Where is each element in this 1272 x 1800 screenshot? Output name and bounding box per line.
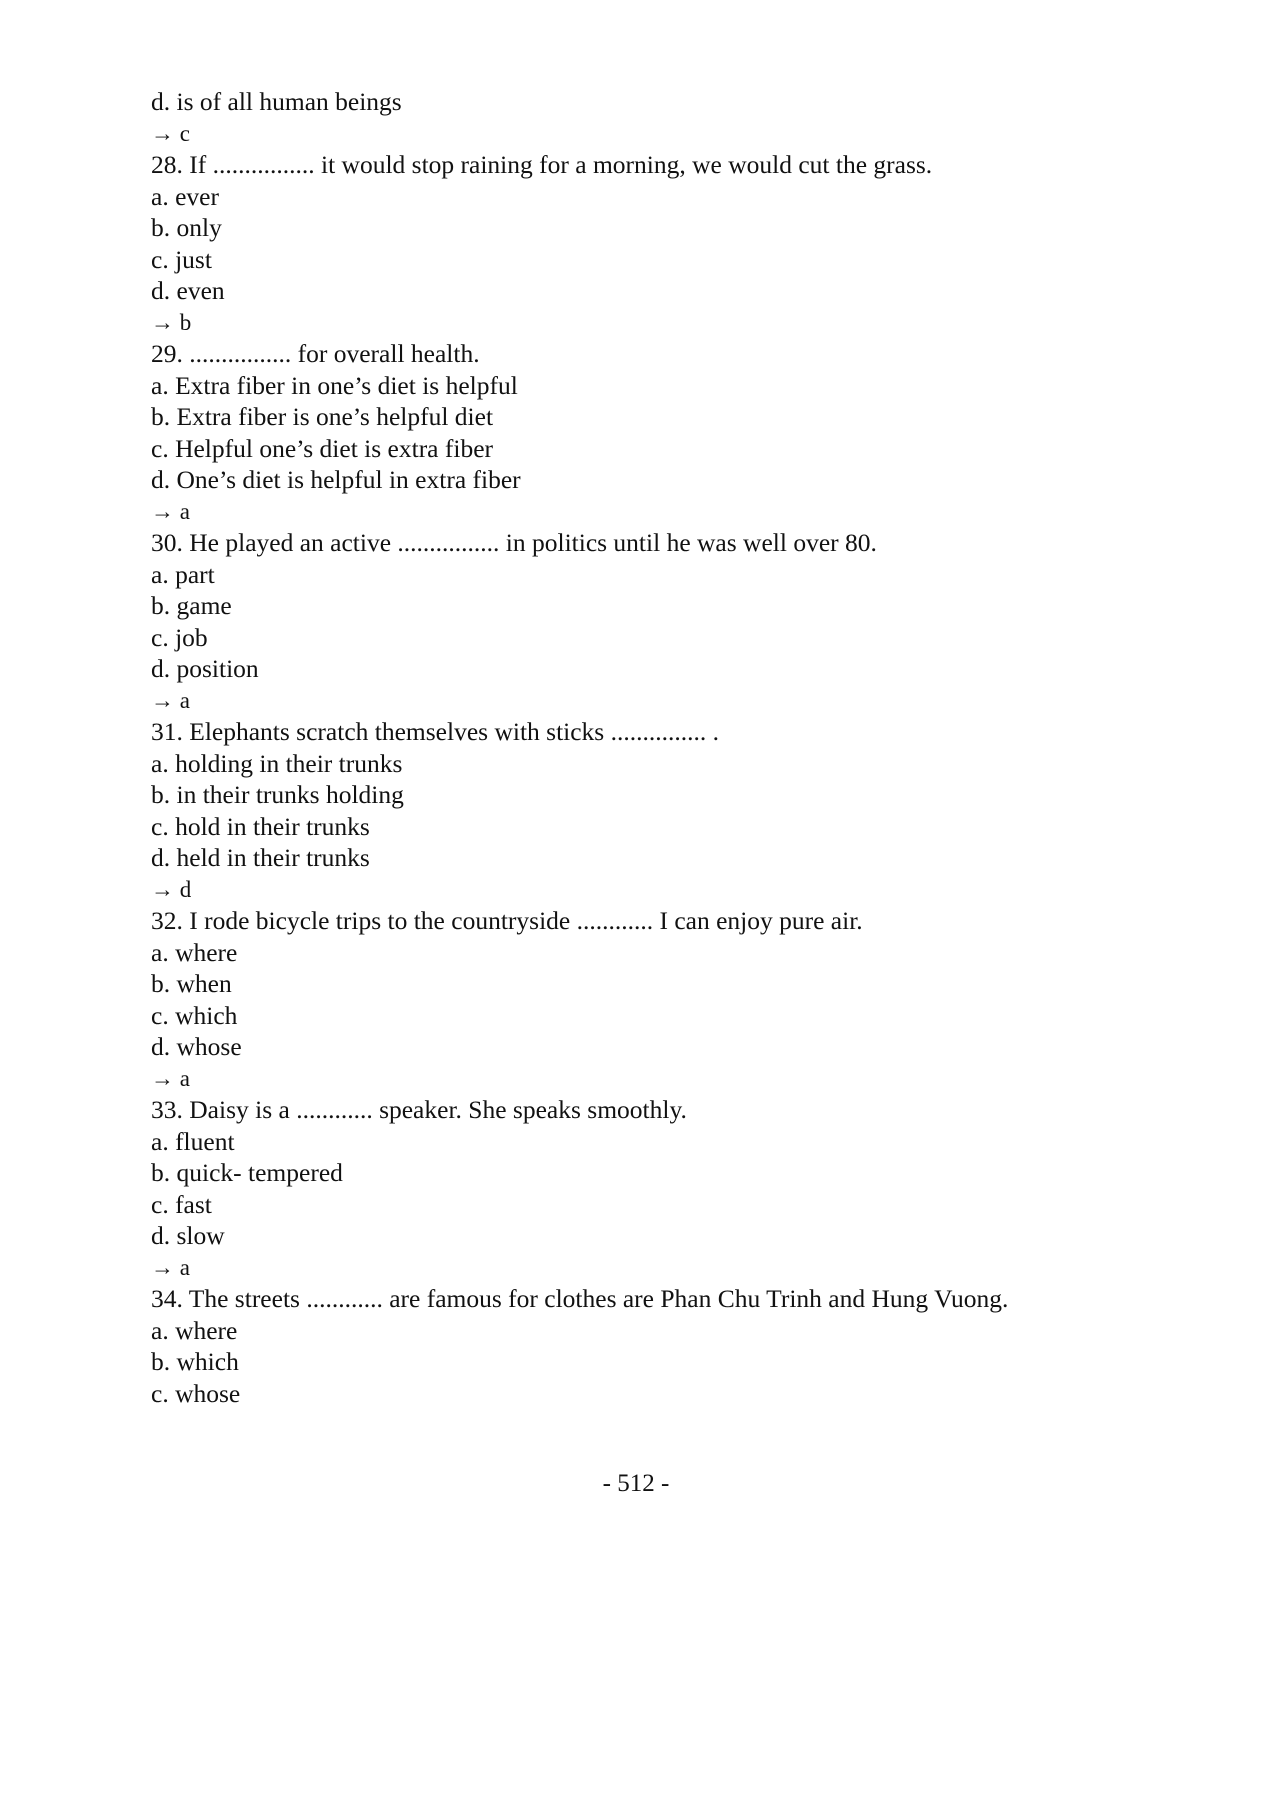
- answer-line: → a: [151, 687, 190, 713]
- option-line: c. Helpful one’s diet is extra fiber: [151, 433, 494, 463]
- option-line: d. whose: [151, 1032, 242, 1061]
- option-line: c. fast: [151, 1189, 212, 1219]
- question-stem: 28. If ................ it would stop raining for a morning, we would cut the grass.: [151, 150, 933, 179]
- option-line: a. fluent: [151, 1126, 235, 1156]
- option-line: d. is of all human beings: [151, 87, 402, 116]
- option-line: c. job: [151, 622, 208, 652]
- answer-line: → a: [151, 1254, 190, 1280]
- question-stem: 32. I rode bicycle trips to the countryside ............ I can enjoy pure air.: [151, 906, 863, 935]
- option-line: b. which: [151, 1347, 239, 1376]
- page-number: - 512 -: [602, 1470, 670, 1497]
- answer-line: → a: [151, 1065, 190, 1091]
- option-line: a. where: [151, 937, 238, 967]
- option-line: c. hold in their trunks: [151, 811, 370, 841]
- question-stem: 33. Daisy is a ............ speaker. She speaks smoothly.: [151, 1095, 687, 1124]
- option-line: a. ever: [151, 181, 219, 211]
- option-line: b. only: [151, 213, 222, 242]
- question-list: [151, 86, 1011, 1409]
- question-stem: 30. He played an active ................ in politics until he was well over 80.: [151, 528, 877, 557]
- option-line: b. when: [151, 969, 232, 998]
- question-stem: 29. ................ for overall health.: [151, 339, 480, 368]
- option-line: b. Extra fiber is one’s helpful diet: [151, 402, 494, 431]
- option-line: b. in their trunks holding: [151, 780, 404, 809]
- answer-line: → b: [151, 309, 192, 335]
- option-line: d. position: [151, 654, 259, 683]
- option-line: b. quick- tempered: [151, 1158, 343, 1187]
- option-line: a. where: [151, 1315, 238, 1345]
- option-line: d. even: [151, 276, 225, 305]
- option-line: c. just: [151, 244, 212, 274]
- option-line: c. whose: [151, 1378, 241, 1408]
- option-line: b. game: [151, 591, 232, 620]
- option-line: a. holding in their trunks: [151, 748, 403, 778]
- answer-line: → d: [151, 876, 192, 902]
- option-line: a. part: [151, 559, 215, 589]
- option-line: a. Extra fiber in one’s diet is helpful: [151, 370, 518, 400]
- answer-line: → c: [151, 120, 190, 146]
- option-line: d. slow: [151, 1221, 225, 1250]
- question-stem: 31. Elephants scratch themselves with sticks ............... .: [151, 717, 719, 746]
- option-line: d. One’s diet is helpful in extra fiber: [151, 465, 521, 494]
- option-line: d. held in their trunks: [151, 843, 370, 872]
- answer-line: → a: [151, 498, 190, 524]
- question-stem: 34. The streets ............ are famous for clothes are Phan Chu Trinh and Hung Vuong.: [151, 1284, 1009, 1313]
- option-line: c. which: [151, 1000, 238, 1030]
